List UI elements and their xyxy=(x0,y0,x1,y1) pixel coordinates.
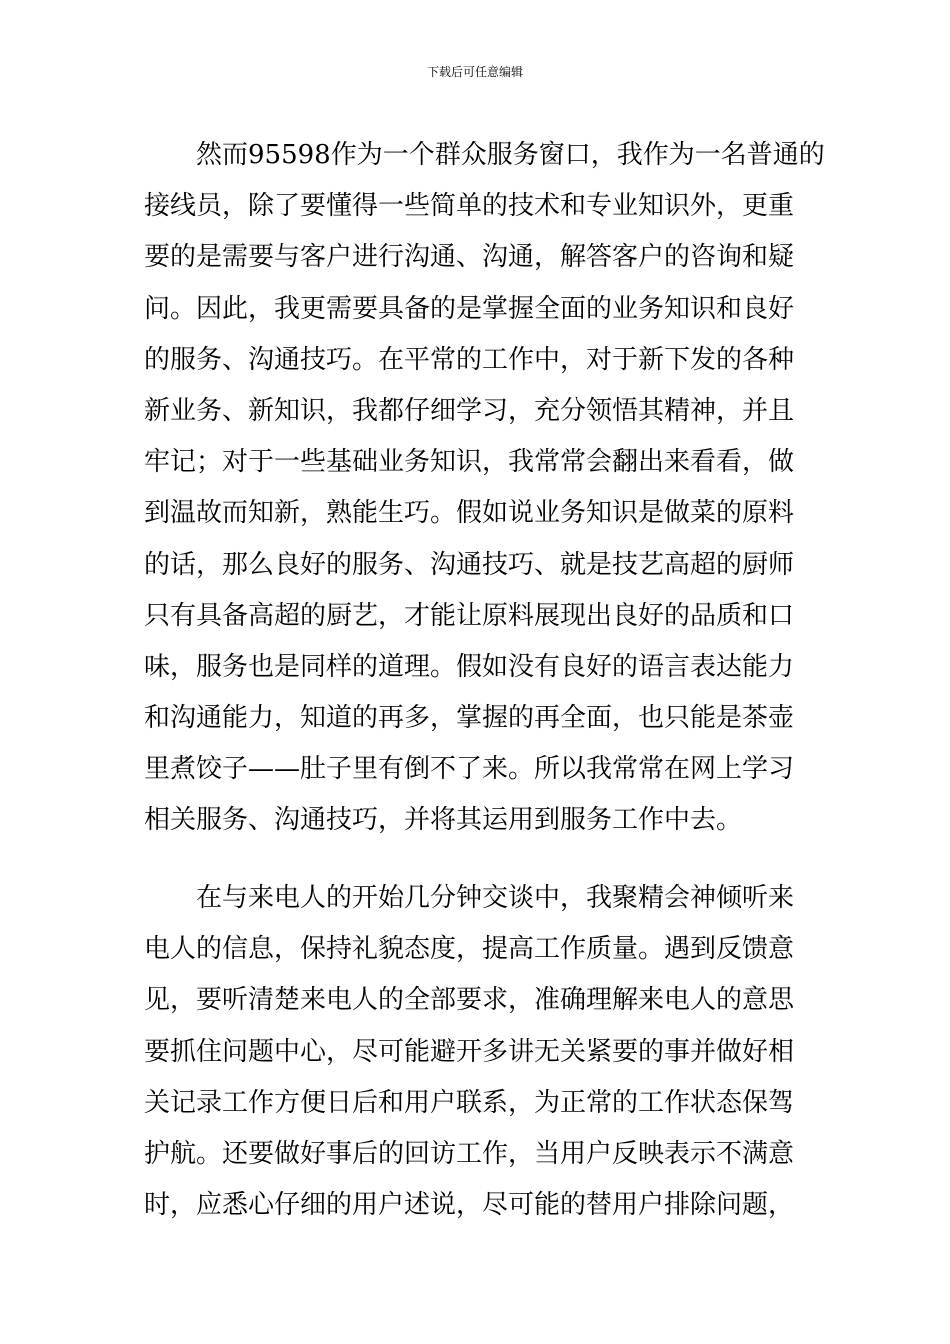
paragraph-line: 新业务、新知识，我都仔细学习，充分领悟其精神，并且 xyxy=(144,395,795,426)
paragraph-line: 电人的信息，保持礼貌态度，提高工作质量。遇到反馈意 xyxy=(144,934,795,965)
paragraph-line: 在与来电人的开始几分钟交谈中，我聚精会神倾听来 xyxy=(196,883,795,913)
paragraph-line: 只有具备高超的厨艺，才能让原料展现出良好的品质和口 xyxy=(144,600,795,631)
paragraph-1 xyxy=(144,130,825,847)
paragraph-line: 到温故而知新，熟能生巧。假如说业务知识是做菜的原料 xyxy=(144,498,795,529)
paragraph-line: 关记录工作方便日后和用户联系，为正常的工作状态保驾 xyxy=(144,1087,795,1118)
paragraph-line: 要的是需要与客户进行沟通、沟通，解答客户的咨询和疑 xyxy=(144,242,795,273)
paragraph-line: 的话，那么良好的服务、沟通技巧、就是技艺高超的厨师 xyxy=(144,549,795,580)
paragraph-line: 牢记；对于一些基础业务知识，我常常会翻出来看看，做 xyxy=(144,447,795,478)
paragraph-line: 和沟通能力，知道的再多，掌握的再全面，也只能是茶壶 xyxy=(144,703,795,734)
paragraph-line: 要抓住问题中心，尽可能避开多讲无关紧要的事并做好相 xyxy=(144,1036,795,1067)
paragraph-line: 里煮饺子——肚子里有倒不了来。所以我常常在网上学习 xyxy=(144,754,795,785)
paragraph-line: 的服务、沟通技巧。在平常的工作中，对于新下发的各种 xyxy=(144,344,795,375)
page-header: 下载后可任意编辑 xyxy=(426,65,523,79)
paragraph-line: 问。因此，我更需要具备的是掌握全面的业务知识和良好 xyxy=(144,293,795,324)
paragraph-line: 相关服务、沟通技巧，并将其运用到服务工作中去。 xyxy=(144,805,743,836)
paragraph-line: 护航。还要做好事后的回访工作，当用户反映表示不满意 xyxy=(144,1138,795,1169)
paragraph-line: 接线员，除了要懂得一些简单的技术和专业知识外，更重 xyxy=(144,191,795,222)
paragraph-line: 时，应悉心仔细的用户述说，尽可能的替用户排除问题， xyxy=(144,1190,795,1221)
paragraph-line: 见，要听清楚来电人的全部要求，准确理解来电人的意思 xyxy=(144,985,795,1016)
paragraph-2 xyxy=(144,873,806,1231)
paragraph-line: 然而95598作为一个群众服务窗口，我作为一名普通的 xyxy=(196,140,825,170)
paragraph-line: 味，服务也是同样的道理。假如没有良好的语言表达能力 xyxy=(144,651,795,682)
